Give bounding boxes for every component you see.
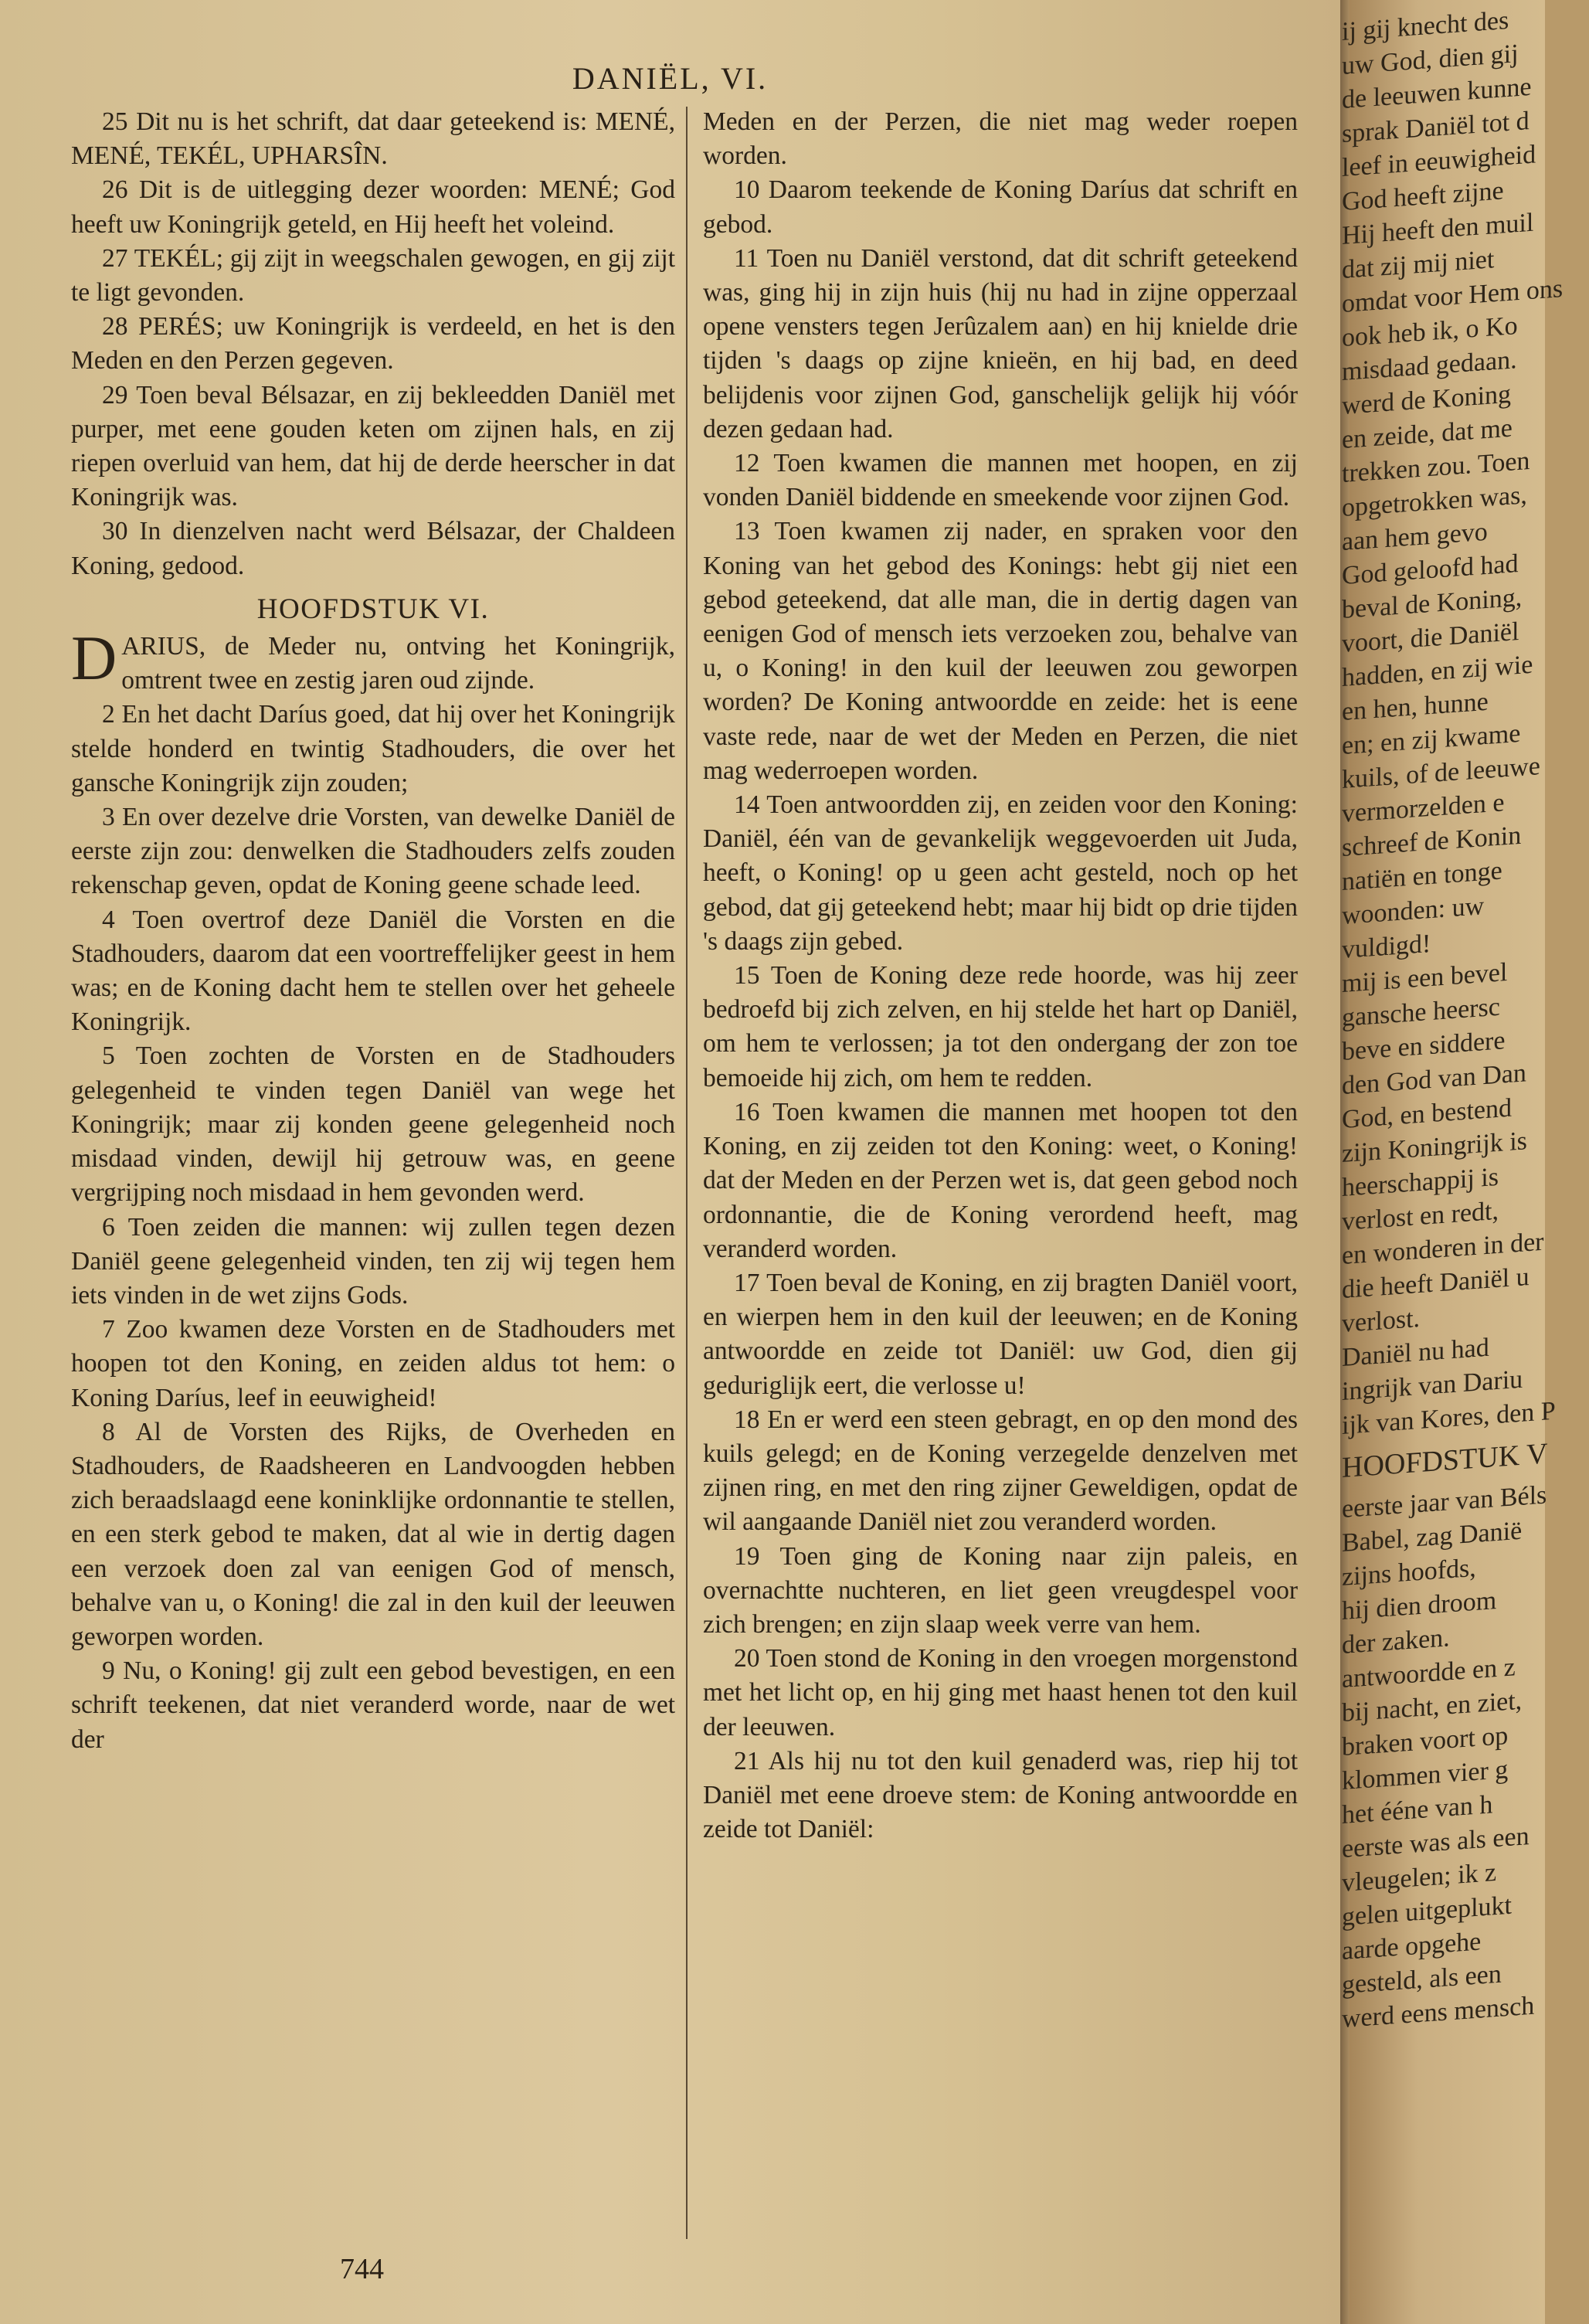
fragment-line: voort, die Daniël bbox=[1342, 617, 1519, 658]
verse: 15 Toen de Koning deze rede hoorde, was hij zeer bedroefd bij zich zelven, en hij stelde het hart op Daniël, om hem te verlossen; ja tot den ondergang der zon toe bemoeide hij zich, om hem te redden. bbox=[703, 961, 1298, 1092]
fragment-line: beval de Koning, bbox=[1342, 583, 1523, 624]
fragment-line: kuils, of de leeuwe bbox=[1342, 752, 1540, 794]
fragment-line: en; en zij kwame bbox=[1342, 719, 1521, 760]
left-column bbox=[71, 105, 675, 1757]
verse: 26 Dit is de uitlegging dezer woorden: MENÉ; God heeft uw Koningrijk geteld, en Hij heeft het voleind. bbox=[71, 175, 675, 239]
fragment-line: eerste jaar van Béls bbox=[1342, 1480, 1547, 1524]
fragment-line: mij is een bevel bbox=[1342, 958, 1508, 998]
fragment-line: der zaken. bbox=[1342, 1623, 1450, 1660]
fragment-line: Hij heeft den muil bbox=[1342, 208, 1534, 250]
fragment-line: de leeuwen kunne bbox=[1342, 72, 1532, 114]
chapter-first-verse bbox=[71, 623, 675, 698]
verse: 10 Daarom teekende de Koning Daríus dat schrift en gebod. bbox=[703, 175, 1298, 239]
fragment-line: schreef de Konin bbox=[1342, 821, 1522, 862]
fragment-line: werd de Koning bbox=[1342, 379, 1512, 420]
verse: 11 Toen nu Daniël verstond, dat dit schrift geteekend was, ging hij in zijn huis (hij nu had in zijne opperzaal opene vensters tegen Jerûzalem aan) en hij knielde drie tijden 's daags op zijne knieën, en hij bad, en deed belijdenis voor zijnen God, ganschelijk gelijk hij vóór dezen gedaan had. bbox=[703, 243, 1298, 443]
fragment-line: verlost en redt, bbox=[1342, 1196, 1499, 1236]
verse: 12 Toen kwamen die mannen met hoopen, en zij vonden Daniël biddende en smeekende voor zijnen God. bbox=[703, 449, 1298, 512]
fragment-line: en zeide, dat me bbox=[1342, 413, 1513, 454]
verse: 16 Toen kwamen die mannen met hoopen tot den Koning, en zij zeiden tot den Koning: weet, o Koning! dat der Meden en der Perzen wet is, dat geen gebod noch ordonnantie, die de Koning verordend heeft, mag veranderd worden. bbox=[703, 1097, 1298, 1263]
verse: 19 Toen ging de Koning naar zijn paleis, en overnachtte nuchteren, en liet geen vreugdespel voor zich brengen; en zijn slaap week verre van hem. bbox=[703, 1541, 1298, 1639]
fragment-line: hadden, en zij wie bbox=[1342, 650, 1533, 692]
fragment-line: zijn Koningrijk is bbox=[1342, 1126, 1527, 1168]
verse: 13 Toen kwamen zij nader, en spraken voor den Koning van het gebod des Konings: hebt gij niet een gebod geteekend, dat alle man, die in dertig dagen van eenigen God of mensch iets verzoeken zou, behalve van u, o Koning! in den kuil der leeuwen zou geworpen worden? De Koning antwoordde en zeide: het is eene vaste rede, naar de wet der Meden en Perzen, die niet mag wederroepen worden. bbox=[703, 517, 1298, 785]
verse: 7 Zoo kwamen deze Vorsten en de Stadhouders met hoopen tot den Koning, en zeiden aldus tot hem: o Koning Daríus, leef in eeuwigheid! bbox=[71, 1315, 675, 1412]
verse: 30 In dienzelven nacht werd Bélsazar, der Chaldeen Koning, gedood. bbox=[71, 517, 675, 580]
fragment-line: misdaad gedaan. bbox=[1342, 345, 1517, 386]
verse: 6 Toen zeiden die mannen: wij zullen tegen dezen Daniël geene gelegenheid vinden, ten zij wij tegen hem iets vinden in de wet zijns Gods. bbox=[71, 1212, 675, 1310]
chapter-first-text: ARIUS, de Meder nu, ontving het Koningrijk, omtrent twee en zestig jaren oud zijnde. bbox=[121, 632, 675, 695]
fragment-line: heerschappij is bbox=[1342, 1162, 1499, 1202]
fragment-line: woonden: uw bbox=[1342, 892, 1485, 930]
fragment-line: dat zij mij niet bbox=[1342, 245, 1495, 284]
adjacent-page-fragments bbox=[1342, 0, 1589, 2037]
fragment-line: God, en bestend bbox=[1342, 1093, 1513, 1134]
verse: 20 Toen stond de Koning in den vroegen morgenstond met het licht op, en hij ging met haast henen tot den kuil der leeuwen. bbox=[703, 1644, 1298, 1741]
verse: 25 Dit nu is het schrift, dat daar geteekend is: MENÉ, MENÉ, TEKÉL, UPHARSÎN. bbox=[71, 107, 675, 171]
page-number: 744 bbox=[340, 2253, 384, 2285]
fragment-line: gelen uitgeplukt bbox=[1342, 1891, 1513, 1932]
fragment-line: omdat voor Hem ons bbox=[1342, 274, 1564, 318]
verse: 28 PERÉS; uw Koningrijk is verdeeld, en het is den Meden en den Perzen gegeven. bbox=[71, 312, 675, 375]
fragment-line: die heeft Daniël u bbox=[1342, 1262, 1530, 1304]
drop-cap: D bbox=[71, 623, 117, 694]
verse: 2 En het dacht Daríus goed, dat hij over het Koningrijk stelde honderd en twintig Stadhouders, die over het gansche Koningrijk zijn zouden; bbox=[71, 700, 675, 797]
fragment-line: beve en siddere bbox=[1342, 1026, 1506, 1066]
fragment-line: hij dien droom bbox=[1342, 1586, 1497, 1626]
fragment-line: den God van Dan bbox=[1342, 1058, 1526, 1100]
fragment-line: natiën en tonge bbox=[1342, 856, 1502, 896]
fragment-line: uw God, dien gij bbox=[1342, 39, 1519, 80]
fragment-line: ijk van Kores, den P bbox=[1342, 1396, 1556, 1440]
fragment-line: en wonderen in der bbox=[1342, 1227, 1544, 1270]
right-column bbox=[703, 105, 1298, 1847]
fragment-line: trekken zou. Toen bbox=[1342, 446, 1530, 488]
fragment-line: bij nacht, en ziet, bbox=[1342, 1686, 1523, 1728]
fragment-line: vuldigd! bbox=[1342, 929, 1431, 964]
fragment-line: ij gij knecht des bbox=[1342, 5, 1509, 47]
fragment-line: leef in eeuwigheid bbox=[1342, 140, 1536, 182]
fragment-line: God heeft zijne bbox=[1342, 176, 1504, 216]
fragment-line: braken voort op bbox=[1342, 1721, 1509, 1762]
fragment-line: zijns hoofds, bbox=[1342, 1553, 1476, 1592]
fragment-line: antwoordde en z bbox=[1342, 1653, 1516, 1694]
verse: 8 Al de Vorsten des Rijks, de Overheden en Stadhouders, de Raadsheeren en Landvoogden hebben zich beraadslaagd eene koninklijke ordonnantie te stellen, en een sterk gebod te maken, dat al wie in dertig dagen een verzoek doen zal van eenigen God of mensch, behalve van u, o Koning! die zal in den kuil der leeuwen geworpen worden. bbox=[71, 1417, 675, 1651]
right-verses bbox=[703, 173, 1298, 1847]
fragment-line: vermorzelden e bbox=[1342, 788, 1505, 828]
fragment-line: werd eens mensch bbox=[1342, 1991, 1535, 2034]
adjacent-page bbox=[1342, 0, 1564, 2324]
fragment-line: aarde opgehe bbox=[1342, 1927, 1482, 1966]
post-chapter-verses bbox=[71, 698, 675, 1756]
fragment-line: Daniël nu had bbox=[1342, 1333, 1489, 1372]
fragment-line: klommen vier g bbox=[1342, 1755, 1509, 1796]
verse: 21 Als hij nu tot den kuil genaderd was, riep hij tot Daniël met eene droeve stem: de Koning antwoordde en zeide tot Daniël: bbox=[703, 1746, 1298, 1844]
running-header: DANIËL, VI. bbox=[572, 61, 769, 96]
fragment-line: opgetrokken was, bbox=[1342, 481, 1527, 522]
fragment-line: aan hem gevo bbox=[1342, 517, 1488, 556]
chapter-heading: HOOFDSTUK VI. bbox=[256, 593, 490, 625]
fragment-line: en hen, hunne bbox=[1342, 687, 1489, 726]
fragment-line: gesteld, als een bbox=[1342, 1959, 1502, 2000]
continuation-text: Meden en der Perzen, die niet mag weder roepen worden. bbox=[703, 107, 1298, 171]
verse: 9 Nu, o Koning! gij zult een gebod bevestigen, en een schrift teekenen, dat niet veranderd worde, naar de wet der bbox=[71, 1656, 675, 1754]
verse: 5 Toen zochten de Vorsten en de Stadhouders gelegenheid te vinden tegen Daniël van wege het Koningrijk; maar zij konden geene gelegenheid noch misdaad vinden, dewijl hij getrouw was, en geene vergrijping noch misdaad in hem gevonden werd. bbox=[71, 1041, 675, 1208]
fragment-line: vleugelen; ik z bbox=[1342, 1858, 1497, 1898]
verse: 3 En over dezelve drie Vorsten, van dewelke Daniël de eerste zijn zou: denwelken die Stadhouders zelfs zouden rekenschap geven, opdat de Koning geene schade leed. bbox=[71, 803, 675, 900]
fragment-line: ingrijk van Dariu bbox=[1342, 1364, 1523, 1406]
column-divider bbox=[686, 107, 688, 2239]
fragment-line: verlost. bbox=[1342, 1303, 1421, 1338]
verse: 17 Toen beval de Koning, en zij bragten Daniël voort, en wierpen hem in den kuil der leeuwen; en de Koning antwoordde en zeide tot Daniël: uw God, dien gij geduriglijk eert, die verlosse u! bbox=[703, 1268, 1298, 1400]
fragment-line: Babel, zag Danië bbox=[1342, 1516, 1523, 1558]
verse: 14 Toen antwoordden zij, en zeiden voor den Koning: Daniël, één van de gevankelijk weggevoerden uit Juda, heeft, o Koning! op u geen acht gesteld, noch op het gebod, dat gij geteekend hebt; maar hij bidt op drie tijden 's daags zijn gebed. bbox=[703, 790, 1298, 956]
verse: 18 En er werd een steen gebragt, en op den mond des kuils gelegd; en de Koning verzegelde denzelven met zijnen ring, en met den ring zijner Geweldigen, opdat de wil aangaande Daniël niet zou veranderd worden. bbox=[703, 1405, 1298, 1537]
verse: 29 Toen beval Bélsazar, en zij bekleedden Daniël met purper, met eene gouden keten om zijnen hals, en zij riepen overluid van hem, dat hij de derde heerscher in dat Koningrijk was. bbox=[71, 380, 675, 512]
fragment-line: eerste was als een bbox=[1342, 1822, 1530, 1864]
pre-chapter-verses bbox=[71, 105, 675, 583]
verse: 27 TEKÉL; gij zijt in weegschalen gewogen, en gij zijt te ligt gevonden. bbox=[71, 243, 675, 307]
fragment-line: gansche heersc bbox=[1342, 992, 1500, 1032]
fragment-line: ook heb ik, o Ko bbox=[1342, 311, 1518, 352]
fragment-line: het ééne van h bbox=[1342, 1790, 1493, 1830]
fragment-line: God geloofd had bbox=[1342, 549, 1519, 590]
fragment-line: sprak Daniël tot d bbox=[1342, 107, 1530, 148]
fragment-line: HOOFDSTUK V bbox=[1342, 1437, 1548, 1484]
verse: 4 Toen overtrof deze Daniël die Vorsten en die Stadhouders, daarom dat een voortreffelijker geest in hem was; en de Koning dacht hem te stellen over het geheele Koningrijk. bbox=[71, 905, 675, 1037]
